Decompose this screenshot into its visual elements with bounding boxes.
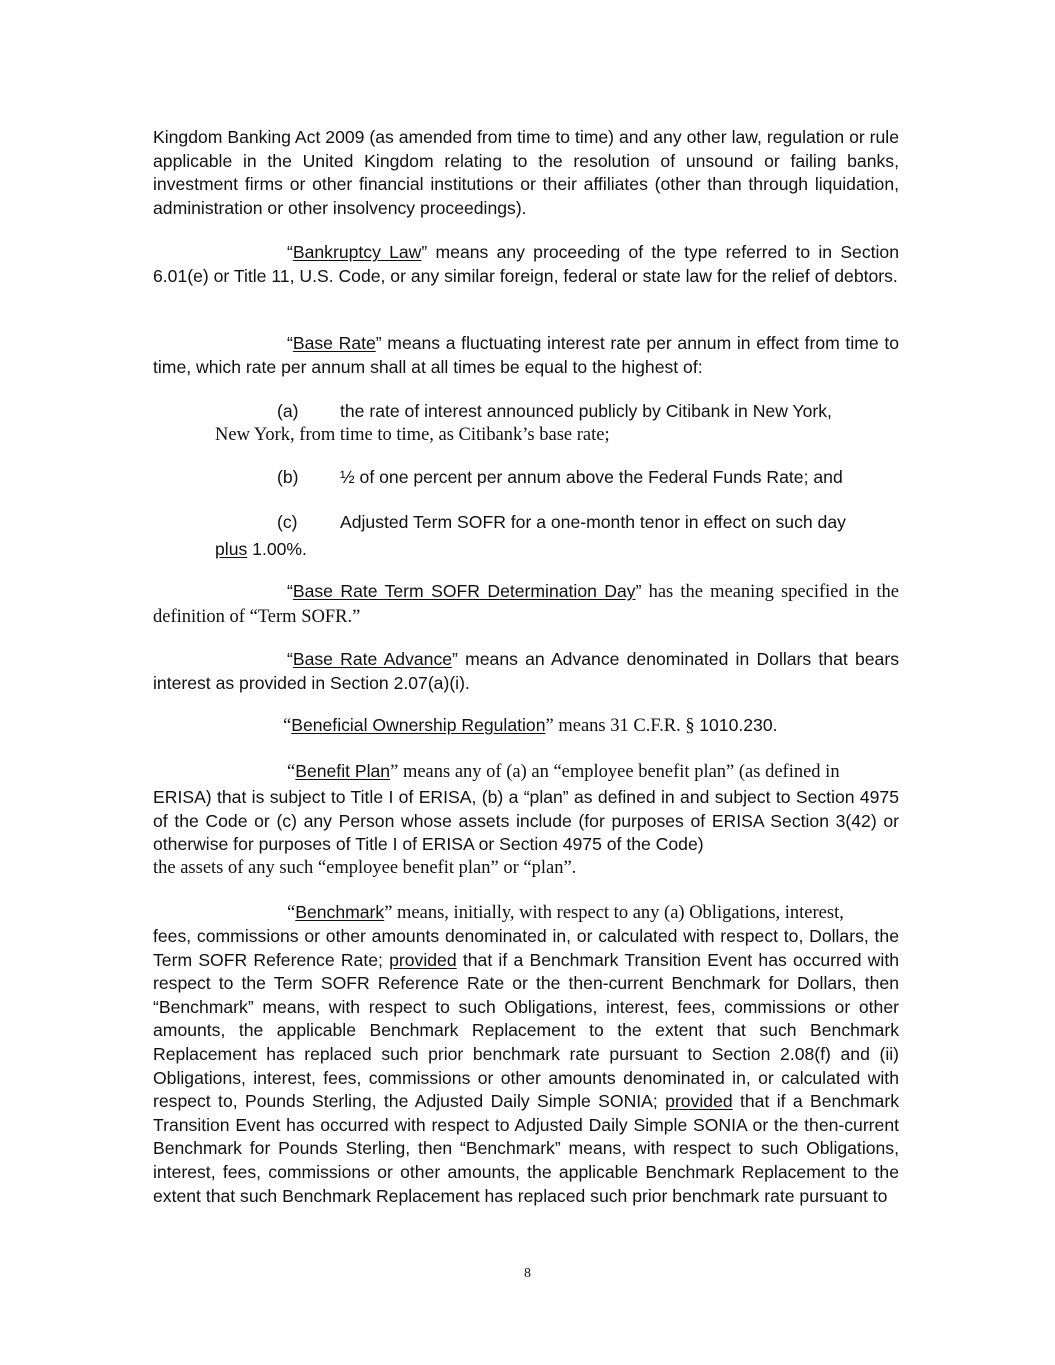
definition-beneficial-ownership-regulation: “Beneficial Ownership Regulation” means 31 C.F.R. § 1010.230. [283, 715, 778, 736]
definition-text: means any proceeding of the type referred to in Section 6.01(e) or Title 11, U.S. Code, or any similar foreign, federal or state law for the relief of debtors. [153, 242, 899, 286]
definition-benefit-plan-body: ERISA) that is subject to Title I of ERISA, (b) a “plan” as defined in and subject to Section 4975 of the Code or (c) any Person whose assets include (for purposes of ERISA Section 3(42) or otherwise for purposes of Title I of ERISA or Section 4975 of the Code) [153, 787, 899, 855]
definition-text: means 31 C.F.R. § [553, 716, 700, 736]
provided-term: provided [389, 949, 457, 970]
provided-term: provided [665, 1091, 733, 1112]
definition-benefit-plan-line-1: “Benefit Plan” means any of (a) an “employee benefit plan” (as defined in [287, 761, 840, 782]
item-text: 1.00%. [247, 539, 307, 559]
defined-term: Beneficial Ownership Regulation [291, 715, 546, 735]
defined-term: Benchmark [295, 902, 385, 922]
definition-text: means any of (a) an “employee benefit plan” (as defined in [398, 762, 840, 782]
item-text: ½ of one percent per annum above the Federal Funds Rate; and [340, 467, 843, 487]
defined-term: Bankruptcy Law [292, 242, 422, 262]
definition-text: means an Advance denominated in Dollars that bears interest as provided in Section 2.07(a)(i). [153, 649, 899, 693]
item-label: (c) [277, 512, 298, 532]
item-label: (a) [277, 401, 299, 421]
plus-term: plus [215, 539, 248, 559]
definition-text: that if a Benchmark Transition Event has occurred with respect to the Term SOFR Reference Rate or the then-current Benchmark for Dollars, then “Benchmark” means, with respect to such Obligations, interest, fees, commissions or other amounts, the applicable Benchmark Replacement to the extent that such Benchmark Replacement has replaced such prior benchmark rate pursuant to Section 2.08(f) and (ii) Obligations, interest, fees, commissions or other amounts denominated in, or calculated with respect to, Pounds Sterling, the Adjusted Daily Simple SONIA; [153, 949, 899, 1112]
base-rate-item-a-continuation: New York, from time to time, as Citibank’s base rate; [215, 425, 610, 445]
defined-term: Benefit Plan [295, 761, 391, 781]
definition-text: that if a Benchmark Transition Event has occurred with respect to Adjusted Daily Simple SONIA or the then-current Benchmark for Pounds Sterling, then “Benchmark” means, with respect to such Obligations, interest, fees, commissions or other amounts, the applicable Benchmark Replacement to the extent that such Benchmark Replacement has replaced such prior benchmark rate pursuant to [153, 1091, 899, 1206]
definition-text: fees, commissions or other amounts denominated in, or calculated with respect to, Dollars, the Term SOFR Reference Rate; [153, 926, 899, 970]
item-label: (b) [277, 467, 299, 487]
definition-bankruptcy-law: “Bankruptcy Law” means any proceeding of the type referred to in Section 6.01(e) or Title 11, U.S. Code, or any similar foreign, federal or state law for the relief of debtors. [153, 242, 899, 286]
definition-text-end: 1010.230. [699, 715, 778, 735]
definition-text: means, initially, with respect to any (a) Obligations, interest, [392, 903, 844, 923]
defined-term: Base Rate [292, 333, 376, 353]
base-rate-item-c-continuation [215, 538, 307, 562]
definition-base-rate-advance: “Base Rate Advance” means an Advance denominated in Dollars that bears interest as provided in Section 2.07(a)(i). [153, 649, 899, 693]
definition-base-rate: “Base Rate” means a fluctuating interest rate per annum in effect from time to time, which rate per annum shall at all times be equal to the highest of: [153, 333, 899, 377]
paragraph-kingdom-banking-act: Kingdom Banking Act 2009 (as amended from time to time) and any other law, regulation or rule applicable in the United Kingdom relating to the resolution of unsound or failing banks, investment firms or other financial institutions or their affiliates (other than through liquidation, administration or other insolvency proceedings). [153, 127, 899, 218]
definition-text: means a fluctuating interest rate per annum in effect from time to time, which rate per annum shall at all times be equal to the highest of: [153, 333, 899, 377]
definition-text: has the meaning specified in the definition of “Term SOFR.” [153, 582, 899, 627]
definition-benchmark-line-1: “Benchmark” means, initially, with respect to any (a) Obligations, interest, [287, 902, 844, 923]
definition-base-rate-term-sofr-determination-day: “Base Rate Term SOFR Determination Day” has the meaning specified in the definition of “Term SOFR.” [153, 581, 899, 627]
defined-term: Base Rate Advance [292, 649, 453, 669]
definition-benchmark-body [153, 925, 899, 1208]
definition-benefit-plan-end: the assets of any such “employee benefit plan” or “plan”. [153, 858, 577, 878]
defined-term: Base Rate Term SOFR Determination Day [292, 581, 636, 601]
item-text: Adjusted Term SOFR for a one-month tenor in effect on such day [340, 512, 846, 532]
page-number: 8 [524, 1266, 531, 1281]
item-text: the rate of interest announced publicly by Citibank in New York, [340, 401, 832, 421]
